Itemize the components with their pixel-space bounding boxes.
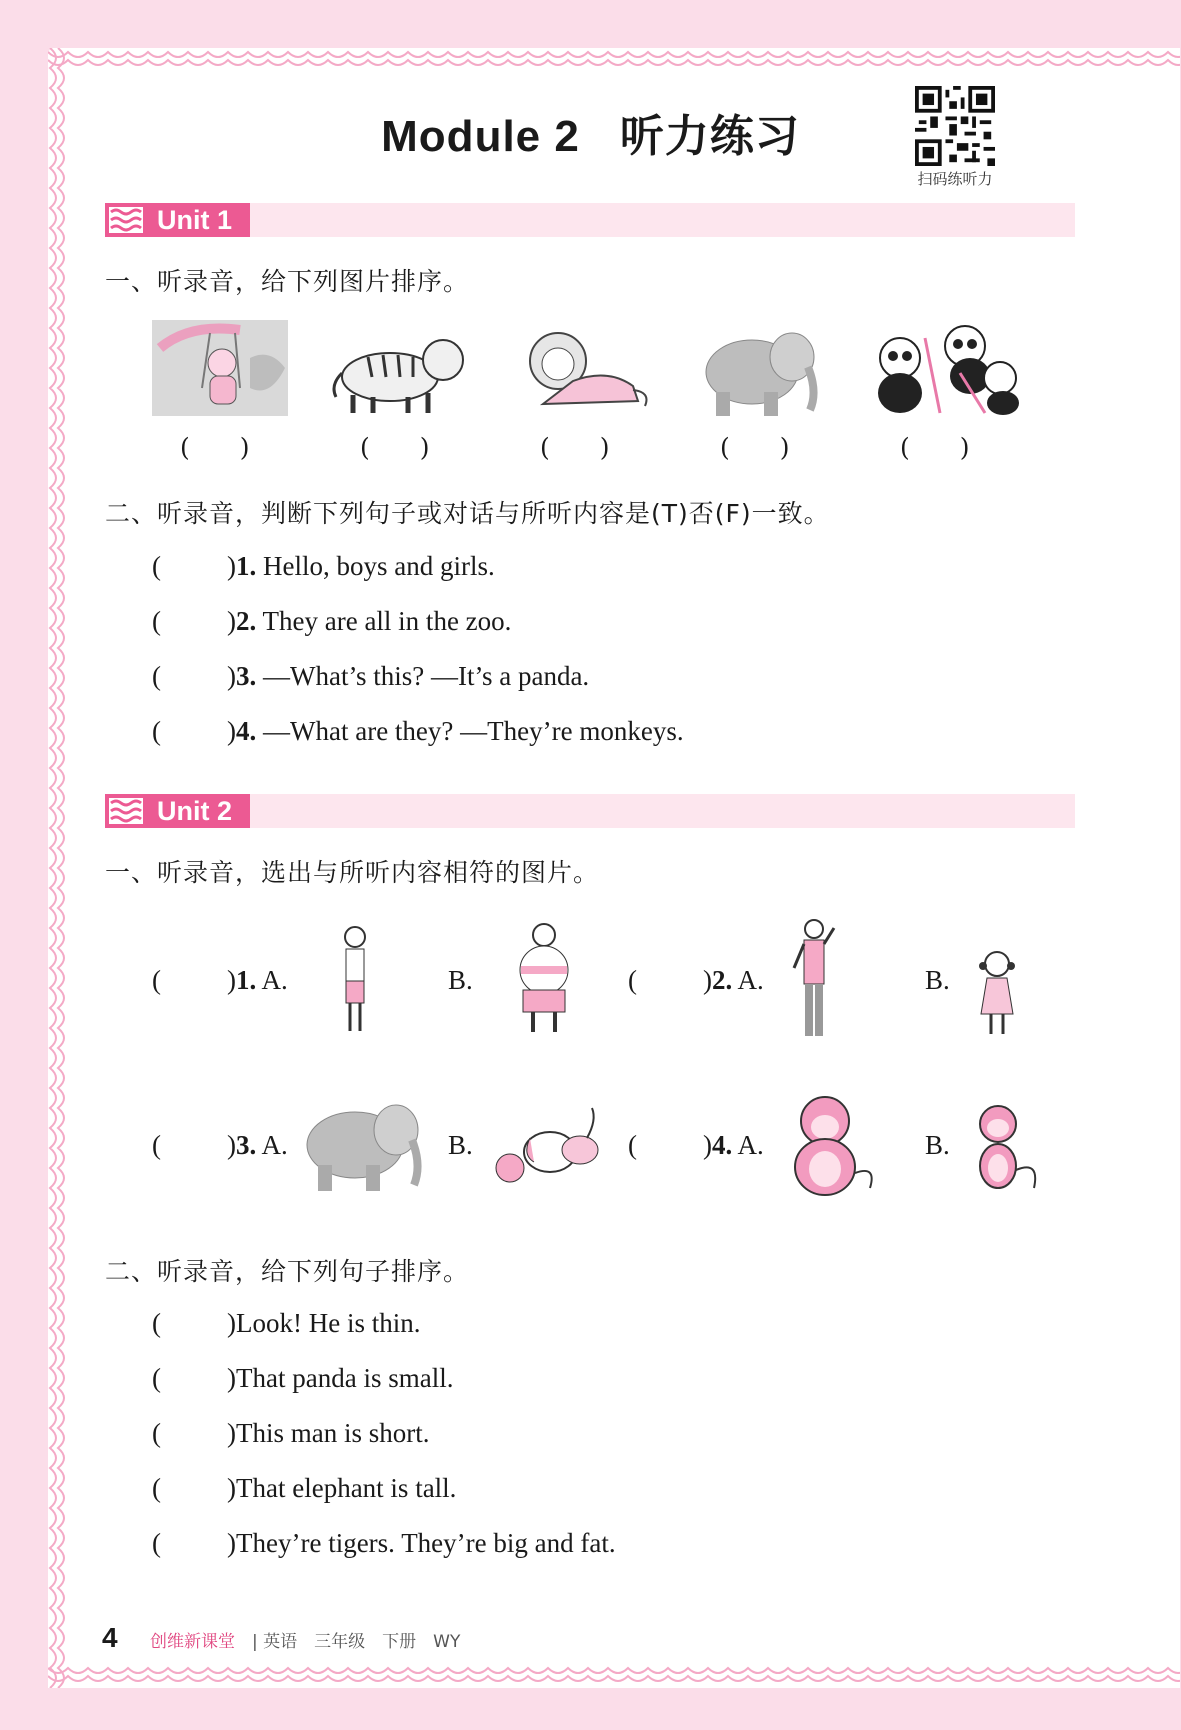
tall-man-picture[interactable] — [790, 918, 838, 1040]
order-blank-4[interactable]: ( ) — [720, 433, 790, 462]
tf-item-2[interactable]: ( )2. They are all in the zoo. — [152, 606, 512, 636]
unit1-section2-heading: 二、听录音，判断下列句子或对话与所听内容是(T)否(F)一致。 — [105, 499, 830, 528]
small-dog-picture[interactable] — [492, 1100, 604, 1188]
lion-picture — [513, 326, 653, 412]
qr-code-icon[interactable] — [915, 86, 995, 166]
thin-boy-picture[interactable] — [335, 925, 375, 1037]
waves-icon — [109, 798, 143, 824]
choice-item-1[interactable]: ( )1. A. — [152, 965, 288, 995]
order-sentence-3[interactable]: ( )This man is short. — [152, 1418, 430, 1448]
unit2-section1-heading: 一、听录音，选出与所听内容相符的图片。 — [105, 858, 600, 887]
waves-icon — [109, 207, 143, 233]
choice-2-option-b[interactable]: B. — [925, 965, 950, 995]
choice-3-option-b[interactable]: B. — [448, 1130, 473, 1160]
thin-monkey-picture[interactable] — [968, 1100, 1043, 1198]
elephant-picture — [700, 322, 825, 418]
unit2-label: Unit 2 — [157, 796, 233, 826]
pandas-picture — [865, 318, 1025, 418]
fat-boy-picture[interactable] — [515, 922, 573, 1037]
order-blank-3[interactable]: ( ) — [540, 433, 610, 462]
big-elephant-picture[interactable] — [300, 1095, 428, 1193]
footer-book-info: | 英语 三年级 下册 WY — [252, 1632, 461, 1652]
order-sentence-2[interactable]: ( )That panda is small. — [152, 1363, 454, 1393]
unit1-section1-heading: 一、听录音，给下列图片排序。 — [105, 267, 470, 296]
girl-on-swing-picture — [150, 318, 290, 422]
tf-item-1[interactable]: ( )1. Hello, boys and girls. — [152, 551, 495, 581]
short-girl-picture[interactable] — [975, 948, 1020, 1038]
order-sentence-5[interactable]: ( )They’re tigers. They’re big and fat. — [152, 1528, 616, 1558]
order-blank-2[interactable]: ( ) — [360, 433, 430, 462]
unit2-header-bar — [105, 794, 1075, 828]
order-sentence-1[interactable]: ( )Look! He is thin. — [152, 1308, 421, 1338]
wavy-border-top — [48, 48, 1180, 72]
page-number: 4 — [102, 1622, 118, 1653]
order-blank-5[interactable]: ( ) — [900, 433, 970, 462]
tiger-picture — [328, 325, 473, 417]
choice-item-4[interactable]: ( )4. A. — [628, 1130, 764, 1160]
order-blank-1[interactable]: ( ) — [180, 433, 250, 462]
unit1-header-bar — [105, 203, 1075, 237]
page-title: Module 2 听力练习 — [381, 112, 800, 161]
choice-item-3[interactable]: ( )3. A. — [152, 1130, 288, 1160]
unit2-tag — [105, 794, 250, 828]
tf-item-3[interactable]: ( )3. —What’s this? —It’s a panda. — [152, 661, 590, 691]
choice-item-2[interactable]: ( )2. A. — [628, 965, 764, 995]
unit1-label: Unit 1 — [157, 205, 233, 235]
qr-caption: 扫码练听力 — [917, 170, 993, 188]
choice-4-option-b[interactable]: B. — [925, 1130, 950, 1160]
fat-monkey-picture[interactable] — [785, 1093, 880, 1198]
unit2-section2-heading: 二、听录音，给下列句子排序。 — [105, 1257, 470, 1286]
order-sentence-4[interactable]: ( )That elephant is tall. — [152, 1473, 457, 1503]
tf-item-4[interactable]: ( )4. —What are they? —They’re monkeys. — [152, 716, 684, 746]
footer-brand: 创维新课堂 — [150, 1632, 235, 1652]
wavy-border-bottom — [48, 1664, 1180, 1688]
choice-1-option-b[interactable]: B. — [448, 965, 473, 995]
wavy-border-left — [48, 48, 72, 1688]
unit1-tag — [105, 203, 250, 237]
